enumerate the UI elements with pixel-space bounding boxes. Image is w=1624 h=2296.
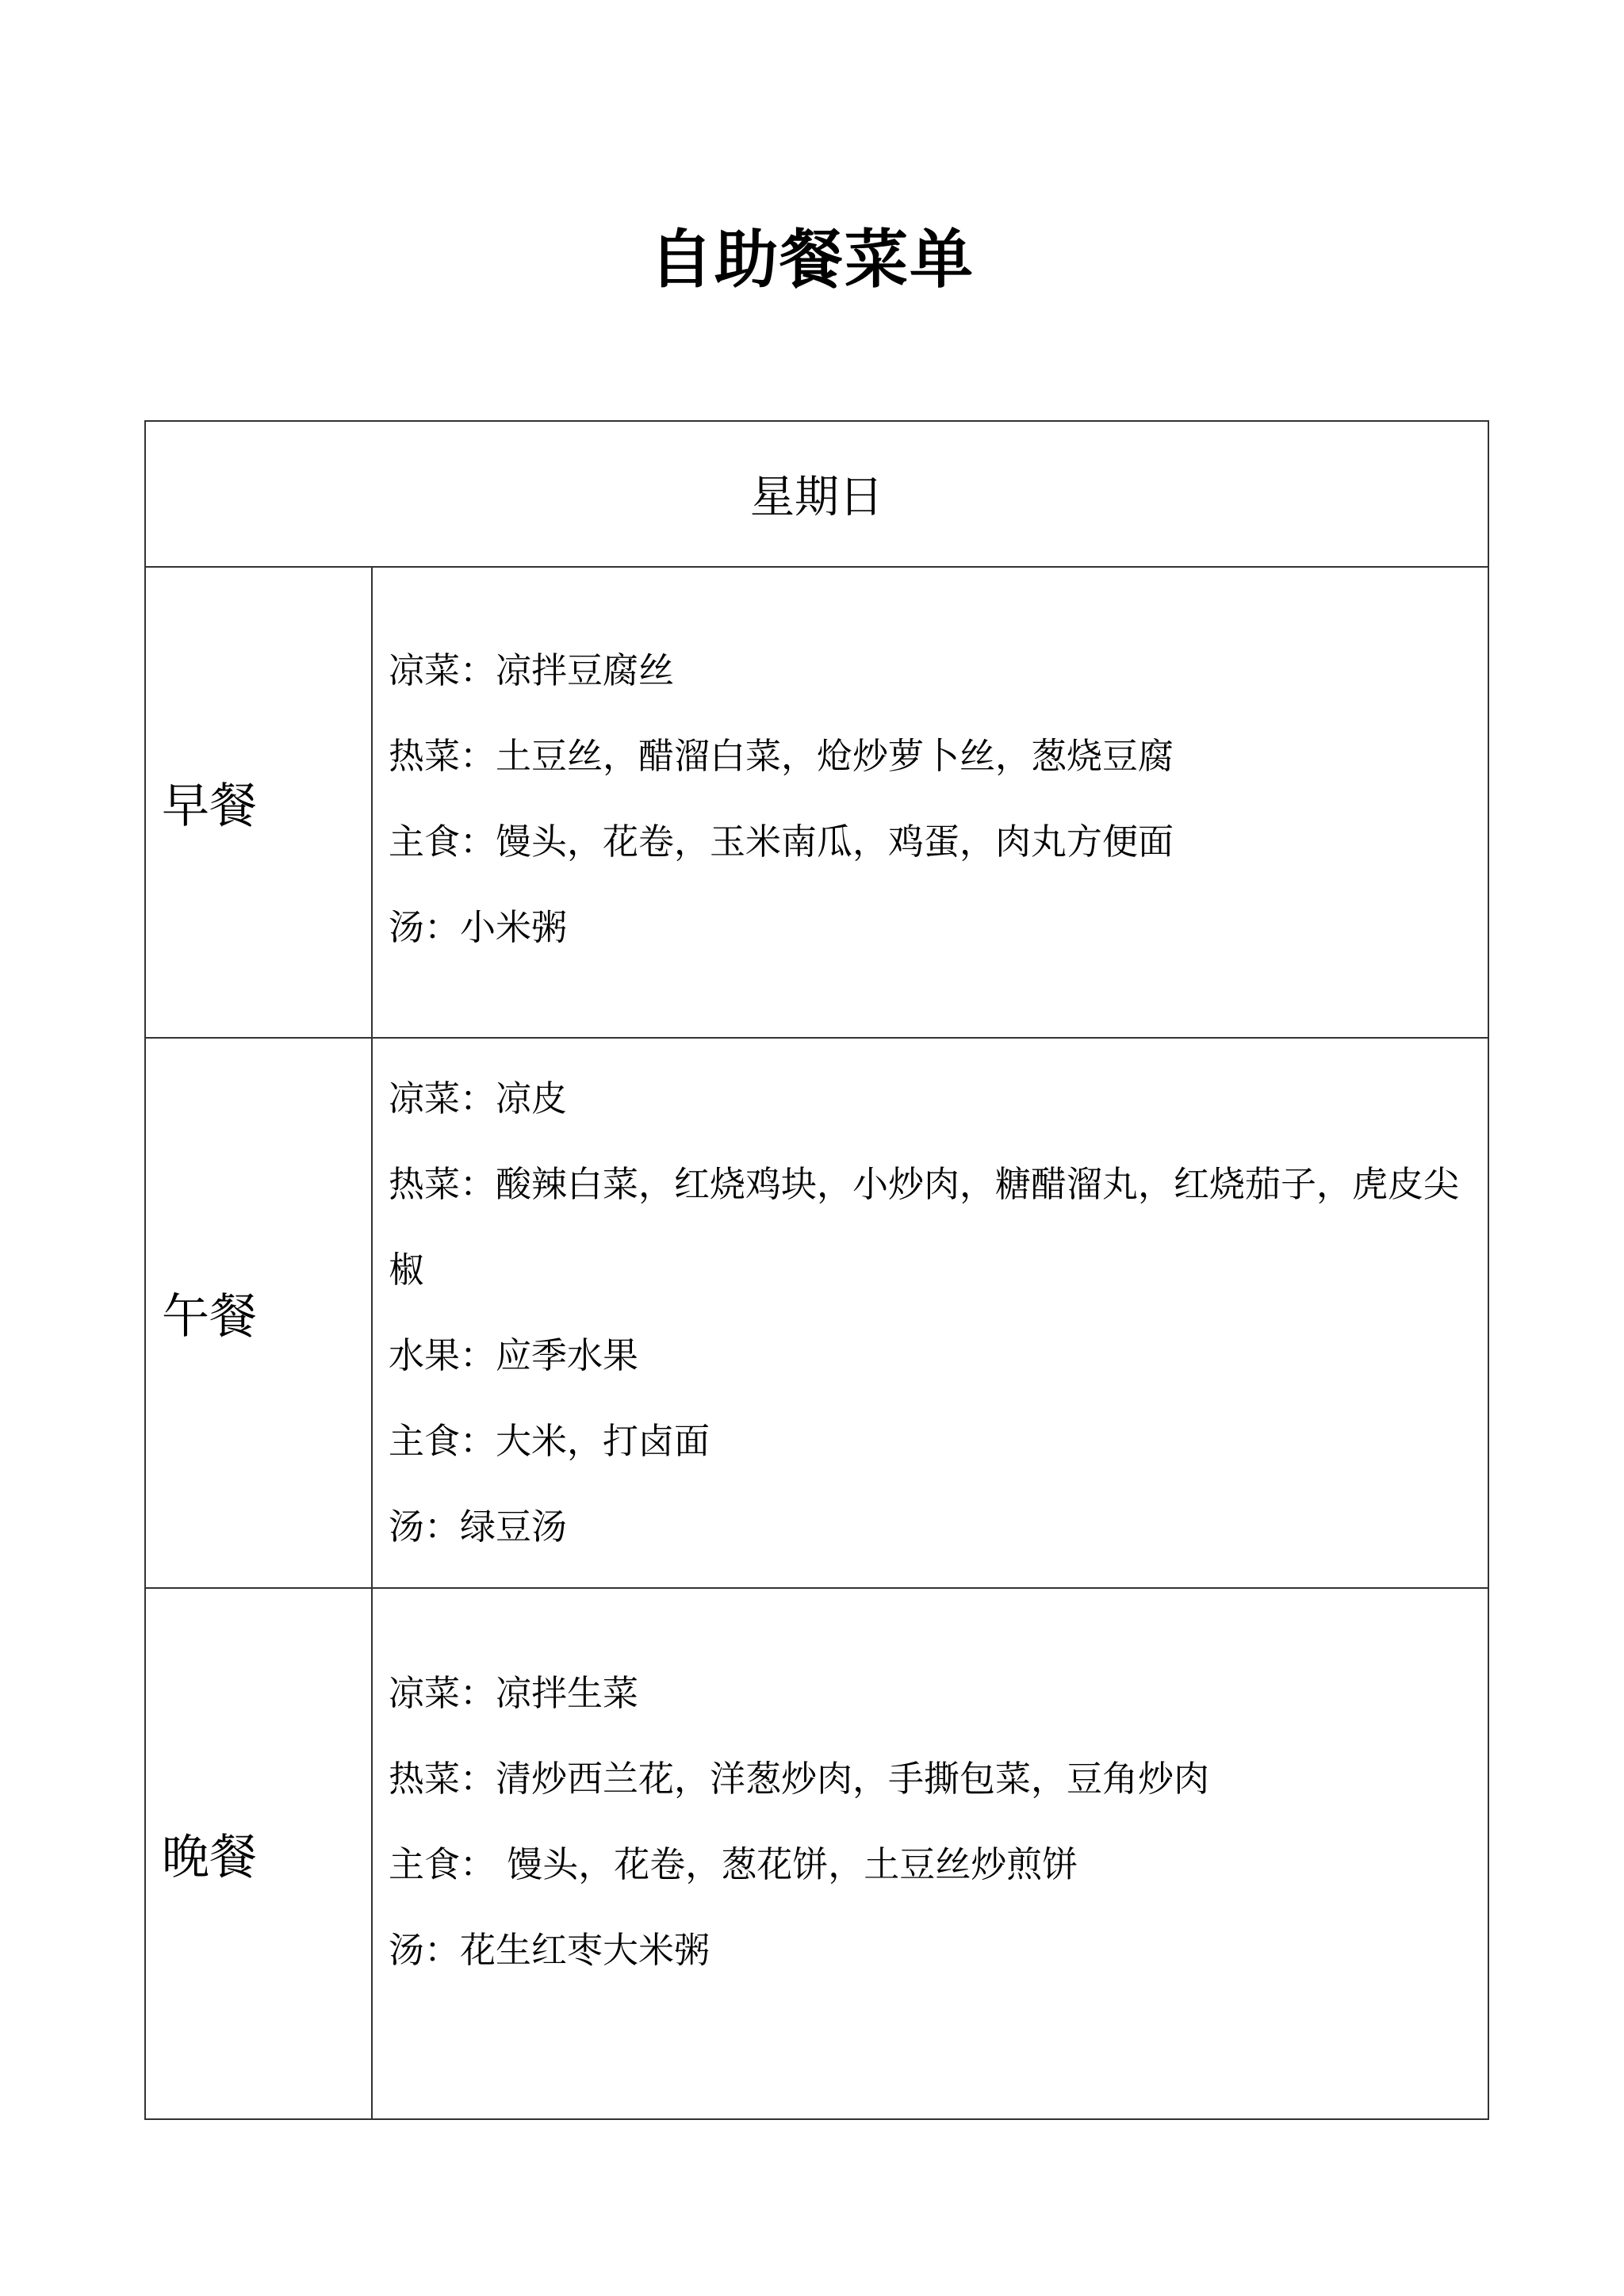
menu-line: 热菜：土豆丝，醋溜白菜，炝炒萝卜丝，葱烧豆腐: [389, 735, 1174, 777]
meal-row-lunch: [145, 1038, 1488, 1588]
menu-line: 汤：小米粥: [389, 906, 568, 948]
menu-line: 凉菜：凉拌生菜: [389, 1672, 639, 1714]
menu-line: 凉菜：凉拌豆腐丝: [389, 649, 675, 691]
day-header: 星期日: [145, 421, 1488, 567]
meal-content-breakfast: [372, 567, 1488, 1038]
menu-line: 汤：花生红枣大米粥: [389, 1929, 710, 1971]
day-row: [145, 421, 1488, 567]
menu-line: 主食： 馒头，花卷，葱花饼，土豆丝炒煎饼: [389, 1843, 1078, 1885]
menu-line: 主食：大米，打卤面: [389, 1420, 710, 1462]
menu-line: 热菜：清炒西兰花，洋葱炒肉，手撕包菜，豆角炒肉: [389, 1758, 1210, 1800]
page-title: 自助餐菜单: [649, 223, 975, 297]
menu-line: 主食：馒头，花卷，玉米南瓜，鸡蛋，肉丸方便面: [389, 821, 1174, 863]
meal-content-dinner: [372, 1588, 1488, 2119]
menu-line: 水果：应季水果: [389, 1334, 639, 1376]
menu-table: [144, 420, 1489, 2120]
meal-row-dinner: [145, 1588, 1488, 2119]
meal-label-lunch: 午餐: [145, 1038, 372, 1588]
meal-row-breakfast: [145, 567, 1488, 1038]
menu-line: 凉菜：凉皮: [389, 1077, 568, 1119]
menu-line: 热菜：酸辣白菜，红烧鸡块，小炒肉，糖醋溜丸，红烧茄子，虎皮尖椒: [389, 1163, 1460, 1291]
meal-label-breakfast: 早餐: [145, 567, 372, 1038]
meal-label-dinner: 晚餐: [145, 1588, 372, 2119]
meal-content-lunch: [372, 1038, 1488, 1588]
menu-line: 汤：绿豆汤: [389, 1506, 568, 1548]
